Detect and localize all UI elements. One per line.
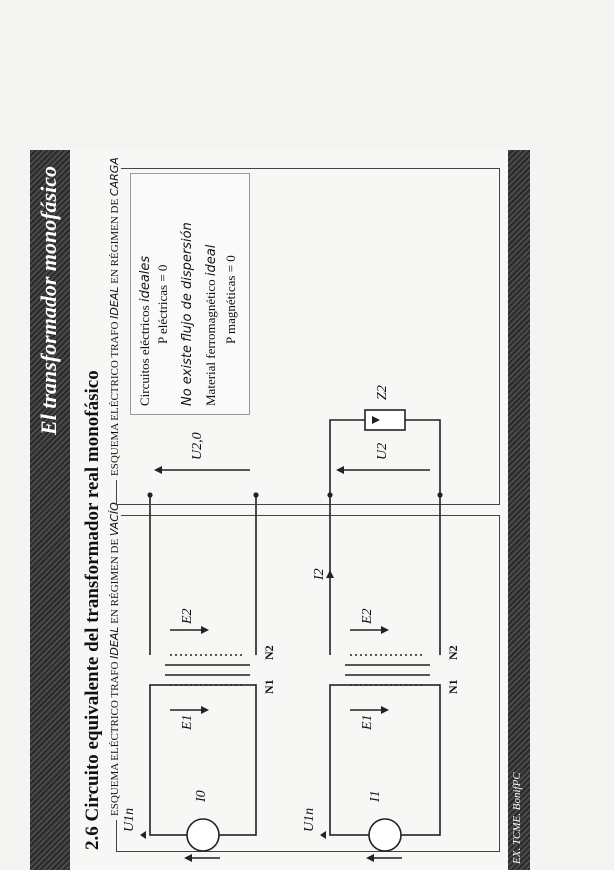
note-line-1c: P eléctricas = 0 [155, 264, 170, 344]
slide [30, 150, 530, 870]
load-label-carga: Z2 [375, 385, 390, 400]
section-title: 2.6 Circuito equivalente del transformador real monofásico [82, 370, 103, 850]
note-line-1a: Circuitos eléctricos [137, 305, 152, 406]
current1-label-carga: I1 [368, 790, 383, 802]
output-label-vacio: U2,0 [190, 432, 205, 460]
note-line-2b: flujo de dispersión [180, 222, 195, 342]
note-line-3c: P magnéticas = 0 [223, 255, 238, 344]
panel-vacio-title-text: ESQUEMA ELÉCTRICO TRAFO [109, 661, 121, 816]
emf1-label-vacio: E1 [180, 714, 195, 730]
note-line-3b: ideal [204, 244, 219, 277]
note-line-2a: No existe [180, 345, 195, 406]
current2-label-carga: I2 [312, 568, 327, 580]
circuit-carga-main [30, 150, 530, 870]
emf2-label-carga: E2 [360, 608, 375, 624]
panel-vacio-title-ideal: IDEAL [108, 626, 121, 659]
header-title: El transformador monofásico [36, 166, 61, 435]
note-line-3a: Material ferromagnético [203, 279, 218, 406]
panel-carga-title-tail: EN RÉGIMEN DE [109, 198, 121, 284]
panel-vacio-title-tail: EN RÉGIMEN DE [109, 538, 121, 624]
panel-carga-title-text: ESQUEMA ELÉCTRICO TRAFO [109, 321, 121, 476]
n1-label-carga: N1 [446, 679, 460, 694]
n2-label-carga: N2 [446, 645, 460, 660]
panel-carga-title-ideal: IDEAL [108, 286, 121, 319]
n1-label-vacio: N1 [262, 679, 276, 694]
footer-bar [508, 150, 530, 870]
note-line-1b: ideales [138, 255, 153, 303]
emf1-label-carga: E1 [360, 714, 375, 730]
emf2-label-vacio: E2 [180, 608, 195, 624]
source-label-vacio: U1n [122, 807, 137, 832]
current-label-vacio: I0 [194, 790, 209, 802]
footer-text: EX. TCME. BonifPC [511, 772, 523, 864]
panel-vacio-title-vacio: VACÍO [108, 502, 121, 537]
source-label-carga: U1n [302, 807, 317, 832]
output-label-carga: U2 [375, 442, 390, 460]
n2-label-vacio: N2 [262, 645, 276, 660]
panel-carga-title-carga: CARGA [108, 157, 121, 197]
